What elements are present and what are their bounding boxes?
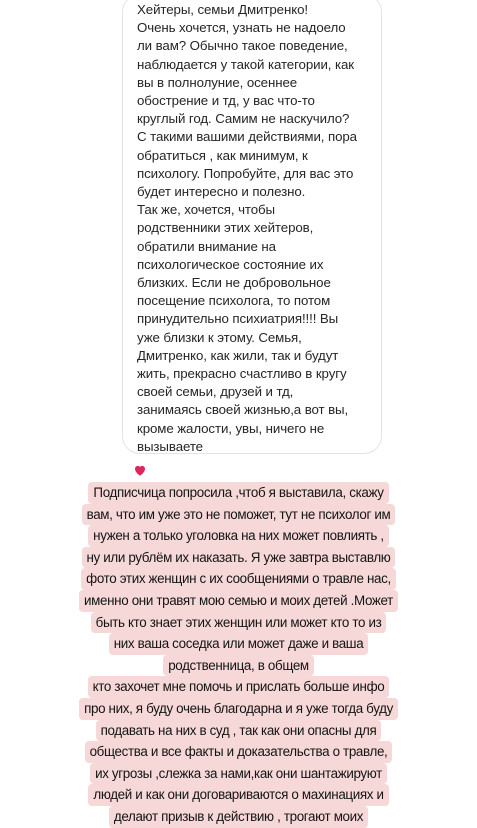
caption-row	[0, 806, 477, 828]
message-line: Дмитренко, как жили, так и будут	[137, 347, 339, 363]
caption-row	[0, 763, 477, 785]
reaction-badge[interactable]	[132, 462, 148, 478]
message-bubble	[122, 0, 382, 454]
caption-row	[0, 698, 477, 720]
caption-line: про них, я буду очень благодарна и я уже тогда буду	[79, 698, 398, 720]
caption-row	[0, 633, 477, 655]
message-line: вы в полнолуние, осеннее	[137, 74, 298, 90]
caption-line: родственница, в общем	[163, 655, 314, 677]
caption-line: делают призыв к действию , трогают моих	[109, 806, 368, 828]
caption-line: быть кто знает этих женщин или может кто то из	[91, 612, 387, 634]
story-caption	[0, 482, 477, 828]
message-line: Так же, хочется, чтобы	[137, 202, 276, 218]
caption-row	[0, 504, 477, 526]
heart-icon	[134, 465, 146, 476]
message-line: родственники этих хейтеров,	[137, 220, 314, 236]
message-line: вызываете	[137, 438, 203, 454]
caption-row	[0, 784, 477, 806]
caption-line: вам, что им уже это не поможет, тут не психолог им	[82, 504, 396, 526]
caption-line: них ваша соседка или может даже и ваша	[109, 633, 369, 655]
message-line: Хейтеры, семьи Дмитренко!	[137, 2, 308, 17]
caption-line: общества и все факты и доказательства о травле,	[85, 741, 393, 763]
caption-row	[0, 482, 477, 504]
message-line: Очень хочется, узнать не надоело	[137, 20, 346, 36]
caption-row	[0, 612, 477, 634]
message-line: психологическое состояние их	[137, 256, 324, 272]
caption-row	[0, 568, 477, 590]
caption-row	[0, 525, 477, 547]
message-line: принудительно психиатрия!!!! Вы	[137, 311, 339, 327]
message-line: наблюдается у такой категории, как	[137, 56, 355, 72]
message-line: своей семьи, друзей и тд,	[137, 384, 294, 400]
message-line: кроме жалости, увы, ничего не	[137, 420, 325, 436]
message-line: близких. Если не добровольное	[137, 275, 331, 291]
message-line: обострение и тд, у вас что-то	[137, 93, 315, 109]
message-line: обратиться , как минимум, к	[137, 147, 308, 163]
message-line: круглый год. Самим не наскучило?	[137, 111, 350, 127]
caption-line: кто захочет мне помочь и прислать больше инфо	[88, 676, 390, 698]
caption-line: фото этих женщин с их сообщениями о травле нас,	[81, 568, 396, 590]
message-line: ли вам? Обычно такое поведение,	[137, 38, 348, 54]
caption-row	[0, 720, 477, 742]
caption-row	[0, 655, 477, 677]
caption-row	[0, 741, 477, 763]
caption-row	[0, 590, 477, 612]
message-line: уже близки к этому. Семья,	[137, 329, 302, 345]
caption-line: именно они травят мою семью и моих детей .Может	[79, 590, 398, 612]
caption-line: людей и как они договариваются о махинациях и	[88, 784, 388, 806]
caption-line: подавать на них в суд , так как они опасны для	[96, 720, 382, 742]
message-line: занимаясь своей жизнью,а вот вы,	[137, 402, 349, 418]
message-line: психологу. Попробуйте, для вас это	[137, 165, 354, 181]
message-line: жить, прекрасно счастливо в кругу	[137, 366, 347, 382]
caption-line: Подписчица попросила ,чтоб я выставила, скажу	[88, 482, 388, 504]
caption-row	[0, 547, 477, 569]
message-line: С такими вашими действиями, пора	[137, 129, 357, 145]
message-line: обратили внимание на	[137, 238, 276, 254]
message-line: посещение психолога, то потом	[137, 293, 331, 309]
caption-line: нужен а только уголовка на них может повлиять ,	[88, 525, 389, 547]
message-line: будет интересно и полезно.	[137, 184, 306, 200]
caption-row	[0, 676, 477, 698]
caption-line: их угрозы ,слежка за нами,как они шантажируют	[90, 763, 387, 785]
caption-line: ну или рублём их наказать. Я уже завтра выставлю	[82, 547, 396, 569]
